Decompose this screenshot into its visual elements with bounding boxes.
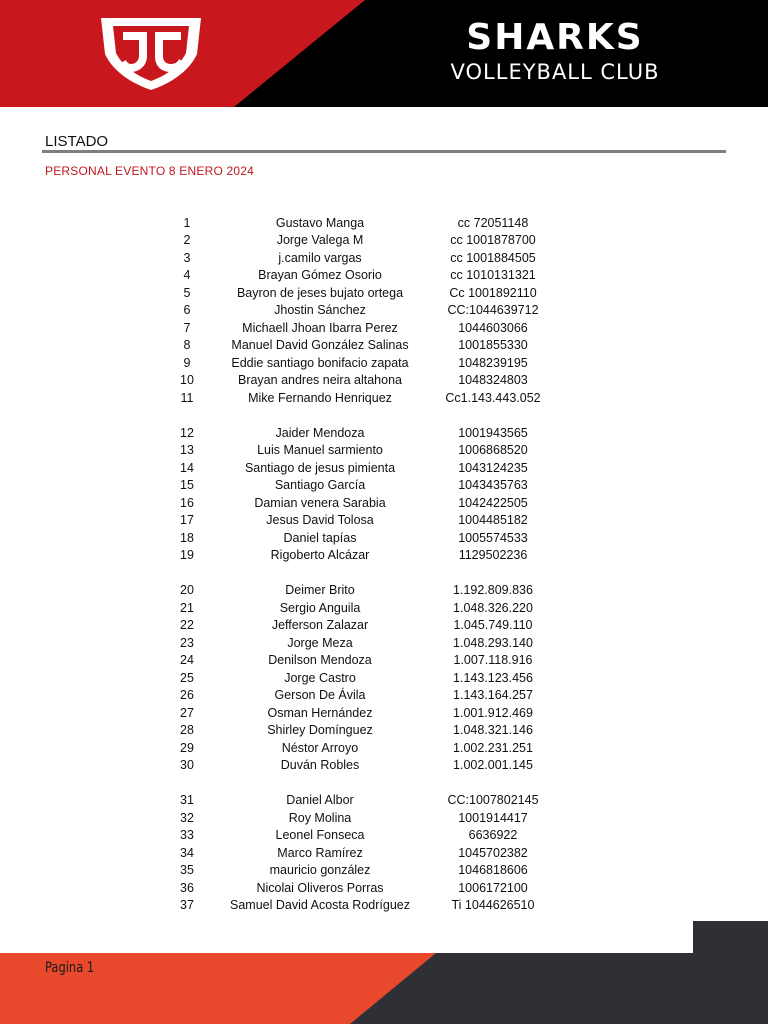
person-id: CC:1044639712 — [447, 303, 539, 317]
footer-dark-accent — [693, 921, 768, 956]
row-number: 2 — [183, 233, 191, 247]
list-item — [0, 652, 768, 670]
row-number: 15 — [180, 478, 194, 492]
list-item — [0, 460, 768, 478]
person-id: 1.002.001.145 — [453, 758, 533, 772]
person-name: Jesus David Tolosa — [266, 513, 374, 527]
row-number: 35 — [180, 863, 194, 877]
person-name: Marco Ramírez — [277, 845, 363, 860]
title-divider — [42, 150, 726, 153]
person-name: Roy Molina — [288, 810, 352, 825]
row-number: 31 — [180, 793, 194, 807]
list-item — [0, 687, 768, 705]
person-name: Brayan Gómez Osorio — [258, 268, 382, 282]
row-number: 1 — [183, 215, 191, 230]
person-name: Mike Fernando Henriquez — [248, 390, 392, 405]
person-name: Damian venera Sarabia — [254, 495, 386, 510]
row-number: 14 — [180, 460, 194, 475]
brand-name: SHARKS — [466, 17, 644, 58]
person-id: 1.007.118.916 — [453, 653, 533, 667]
list-item — [0, 547, 768, 565]
row-number: 33 — [180, 828, 194, 842]
list-item — [0, 880, 768, 898]
list-item — [0, 617, 768, 635]
person-id: cc 1001878700 — [450, 233, 536, 247]
brand-subtitle: VOLLEYBALL CLUB — [450, 60, 660, 84]
person-name: Luis Manuel sarmiento — [257, 443, 383, 457]
list-item — [0, 600, 768, 618]
person-id: 1045702382 — [458, 845, 528, 860]
row-number: 37 — [180, 898, 194, 912]
row-number: 8 — [183, 338, 191, 352]
person-id: 1.048.321.146 — [453, 723, 533, 737]
list-item — [0, 320, 768, 338]
jc-shield-logo-icon — [97, 16, 205, 92]
person-id: cc 1010131321 — [450, 268, 536, 282]
list-item — [0, 897, 768, 915]
person-name: Osman Hernández — [267, 705, 373, 720]
list-item — [0, 635, 768, 653]
page-number: Pagina 1 — [45, 960, 95, 976]
person-name: Shirley Domínguez — [267, 723, 373, 737]
person-id: 1006868520 — [458, 443, 528, 457]
row-number: 34 — [180, 845, 194, 860]
person-name: Néstor Arroyo — [281, 740, 359, 755]
person-name: Rigoberto Alcázar — [270, 548, 370, 562]
person-id: cc 72051148 — [457, 215, 529, 230]
list-item — [0, 232, 768, 250]
list-item — [0, 845, 768, 863]
list-item — [0, 740, 768, 758]
person-name: Jefferson Zalazar — [271, 618, 369, 632]
list-item — [0, 425, 768, 443]
person-id: 1001943565 — [458, 425, 528, 440]
person-name: Duván Robles — [280, 758, 360, 772]
list-item — [0, 267, 768, 285]
person-id: Cc1.143.443.052 — [445, 390, 541, 405]
person-id: Ti 1044626510 — [451, 898, 535, 912]
person-id: 1001914417 — [458, 810, 528, 825]
person-id: 1.048.293.140 — [453, 635, 533, 650]
person-name: Samuel David Acosta Rodríguez — [230, 898, 410, 912]
list-item — [0, 337, 768, 355]
person-id: 1129502236 — [458, 548, 528, 562]
person-id: cc 1001884505 — [450, 250, 536, 265]
row-number: 24 — [180, 653, 194, 667]
row-number: 26 — [180, 688, 194, 702]
person-id: 1.143.164.257 — [453, 688, 533, 702]
row-number: 19 — [180, 548, 194, 562]
person-id: 1.001.912.469 — [453, 705, 533, 720]
row-number: 6 — [183, 303, 191, 317]
person-id: 1.002.231.251 — [453, 740, 533, 755]
person-id: Cc 1001892110 — [449, 285, 537, 300]
row-number: 13 — [180, 443, 194, 457]
footer-banner — [0, 953, 768, 1024]
person-id: 1006172100 — [458, 880, 528, 895]
person-name: Gustavo Manga — [275, 215, 365, 230]
list-item — [0, 792, 768, 810]
row-number: 27 — [180, 705, 194, 720]
list-item — [0, 215, 768, 233]
person-id: 1048324803 — [458, 373, 528, 387]
footer-orange-panel — [0, 953, 768, 1024]
person-id: 1005574533 — [458, 530, 528, 545]
person-id: 1043124235 — [458, 460, 528, 475]
person-name: Manuel David González Salinas — [231, 338, 409, 352]
row-number: 16 — [180, 495, 194, 510]
person-name: Santiago García — [274, 478, 366, 492]
list-item — [0, 827, 768, 845]
person-name: Jorge Castro — [284, 670, 356, 685]
person-name: Nicolai Oliveros Porras — [256, 880, 384, 895]
row-number: 5 — [183, 285, 191, 300]
row-number: 20 — [180, 583, 194, 597]
person-id: 1048239195 — [458, 355, 528, 370]
list-item — [0, 495, 768, 513]
row-number: 17 — [180, 513, 194, 527]
person-id: 1.192.809.836 — [453, 583, 533, 597]
row-number: 11 — [180, 390, 194, 405]
row-number: 25 — [180, 670, 194, 685]
list-item — [0, 582, 768, 600]
person-id: 1042422505 — [458, 495, 528, 510]
person-name: Eddie santiago bonifacio zapata — [231, 355, 409, 370]
list-item — [0, 442, 768, 460]
list-item — [0, 355, 768, 373]
person-id: 1043435763 — [458, 478, 528, 492]
person-name: Santiago de jesus pimienta — [244, 460, 396, 475]
person-name: Daniel Albor — [286, 793, 354, 807]
row-number: 12 — [180, 425, 194, 440]
row-number: 10 — [180, 373, 194, 387]
person-name: Jorge Valega M — [276, 233, 364, 247]
list-item — [0, 670, 768, 688]
row-number: 28 — [180, 723, 194, 737]
list-item — [0, 512, 768, 530]
row-number: 7 — [183, 320, 191, 335]
list-item — [0, 810, 768, 828]
person-id: 1.048.326.220 — [453, 600, 533, 615]
row-number: 22 — [180, 618, 194, 632]
list-item — [0, 530, 768, 548]
row-number: 9 — [183, 355, 191, 370]
row-number: 4 — [183, 268, 191, 282]
person-name: mauricio gonzález — [269, 863, 371, 877]
person-id: 6636922 — [468, 828, 518, 842]
header-banner — [0, 0, 768, 107]
person-name: Leonel Fonseca — [275, 828, 365, 842]
list-item — [0, 285, 768, 303]
person-name: Gerson De Ávila — [274, 688, 366, 702]
person-name: Michaell Jhoan Ibarra Perez — [242, 320, 398, 335]
row-number: 29 — [180, 740, 194, 755]
person-name: Daniel tapías — [283, 530, 357, 545]
person-id: 1.045.749.110 — [453, 618, 533, 632]
person-id: 1004485182 — [458, 513, 528, 527]
page-subtitle: PERSONAL EVENTO 8 ENERO 2024 — [45, 164, 255, 178]
row-number: 32 — [180, 810, 194, 825]
person-name: Deimer Brito — [285, 583, 355, 597]
list-item — [0, 862, 768, 880]
list-item — [0, 477, 768, 495]
list-item — [0, 250, 768, 268]
list-item — [0, 390, 768, 408]
person-id: 1046818606 — [458, 863, 528, 877]
row-number: 30 — [180, 758, 194, 772]
row-number: 23 — [180, 635, 194, 650]
person-id: 1001855330 — [458, 338, 528, 352]
list-item — [0, 722, 768, 740]
list-item — [0, 302, 768, 320]
person-id: 1.143.123.456 — [453, 670, 533, 685]
person-name: Brayan andres neira altahona — [237, 373, 402, 387]
list-item — [0, 705, 768, 723]
row-number: 3 — [183, 250, 191, 265]
person-name: Jorge Meza — [287, 635, 353, 650]
list-item — [0, 372, 768, 390]
person-name: Sergio Anguila — [279, 600, 361, 615]
person-name: Jhostin Sánchez — [274, 303, 366, 317]
person-id: CC:1007802145 — [447, 793, 539, 807]
person-name: Jaider Mendoza — [275, 425, 365, 440]
person-name: Denilson Mendoza — [268, 653, 372, 667]
page-title: LISTADO — [45, 133, 109, 150]
person-id: 1044603066 — [458, 320, 528, 335]
row-number: 18 — [180, 530, 194, 545]
row-number: 36 — [180, 880, 194, 895]
person-name: j.camilo vargas — [278, 250, 362, 265]
person-name: Bayron de jeses bujato ortega — [236, 285, 404, 300]
row-number: 21 — [180, 600, 194, 615]
list-item — [0, 757, 768, 775]
